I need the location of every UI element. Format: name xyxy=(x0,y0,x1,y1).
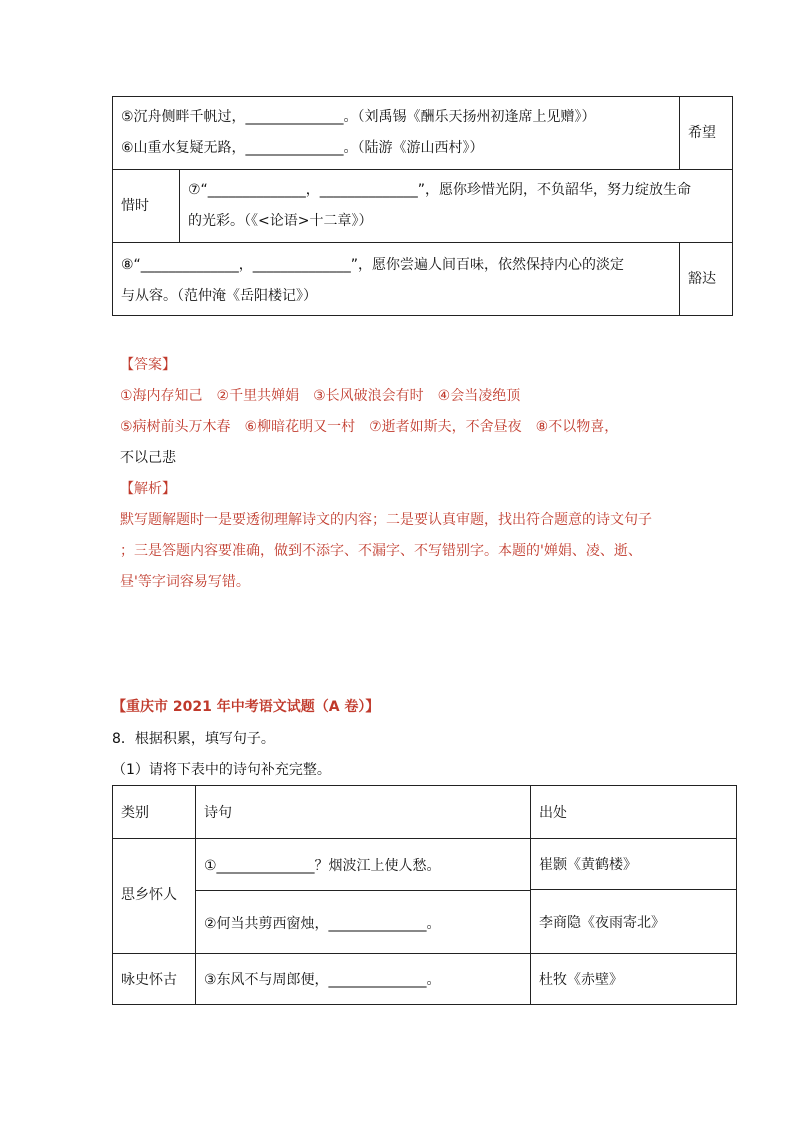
source-1: 崔颢《黄鹤楼》 xyxy=(539,857,637,873)
row1-main-cell xyxy=(112,96,680,170)
row1-tag-cell xyxy=(679,96,733,170)
header-category: 类别 xyxy=(121,805,149,821)
row2-line2: 的光彩。（《<论语>十二章》） xyxy=(188,213,373,229)
answer-line1: ①海内存知己 ②千里共婵娟 ③长风破浪会有时 ④会当凌绝顶 xyxy=(120,388,521,404)
row2-tag: 惜时 xyxy=(121,198,149,214)
row3-main-cell xyxy=(112,242,680,316)
row2-tag-cell xyxy=(112,169,180,243)
answer-heading: 【答案】 xyxy=(120,357,176,373)
analysis-heading: 【解析】 xyxy=(120,481,176,497)
row2-main-cell xyxy=(179,169,733,243)
question-8-1: （1）请将下表中的诗句补充完整。 xyxy=(112,762,331,778)
answer-line2: ⑤病树前头万木春 ⑥柳暗花明又一村 ⑦逝者如斯夫，不舍昼夜 ⑧不以物喜， xyxy=(120,419,619,435)
analysis-line3: 昼'等字词容易写错。 xyxy=(120,574,250,590)
header-verse: 诗句 xyxy=(204,805,232,821)
row1-line2: ⑥山重水复疑无路，______________。（陆游《游山西村》） xyxy=(121,140,484,156)
row3-tag: 豁达 xyxy=(688,271,716,287)
group1-verse-cell xyxy=(195,838,531,954)
verse-1: ①______________？烟波江上使人愁。 xyxy=(204,858,441,874)
group1-label: 思乡怀人 xyxy=(121,887,177,903)
source-2-cell xyxy=(530,889,737,954)
verse-3: ③东风不与周郎便，______________。 xyxy=(204,972,441,988)
source-3: 杜牧《赤壁》 xyxy=(539,972,623,988)
verse-divider xyxy=(196,890,530,891)
header-source-cell xyxy=(530,785,737,839)
question-8: 8．根据积累，填写句子。 xyxy=(112,731,275,747)
source-1-cell xyxy=(530,838,737,890)
group2-label: 咏史怀古 xyxy=(121,972,177,988)
row1-tag: 希望 xyxy=(688,125,716,141)
analysis-line2: ；三是答题内容要准确，做到不添字、不漏字、不写错别字。本题的'婵娟、凌、逝、 xyxy=(120,543,642,559)
row1-line1: ⑤沉舟侧畔千帆过，______________。（刘禹锡《酬乐天扬州初逢席上见赠》） xyxy=(121,109,596,125)
row3-line2: 与从容。（范仲淹《岳阳楼记》） xyxy=(121,288,317,304)
section-title: 【重庆市 2021 年中考语文试题（A 卷）】 xyxy=(112,699,380,715)
header-verse-cell xyxy=(195,785,531,839)
row3-tag-cell xyxy=(679,242,733,316)
source-2: 李商隐《夜雨寄北》 xyxy=(539,915,665,931)
verse-3-cell xyxy=(195,953,531,1005)
analysis-line1: 默写题解题时一是要透彻理解诗文的内容；二是要认真审题，找出符合题意的诗文句子 xyxy=(120,512,652,528)
verse-2: ②何当共剪西窗烛，______________。 xyxy=(204,916,441,932)
row2-line1: ⑦“______________，______________”，愿你珍惜光阴，不负韶华，努力绽放生命 xyxy=(188,182,692,198)
header-source: 出处 xyxy=(539,805,567,821)
row3-line1: ⑧“______________，______________”，愿你尝遍人间百味，依然保持内心的淡定 xyxy=(121,257,625,273)
answer-line3: 不以己悲 xyxy=(120,450,176,466)
header-category-cell xyxy=(112,785,196,839)
group1-cell xyxy=(112,838,196,954)
group2-cell xyxy=(112,953,196,1005)
source-3-cell xyxy=(530,953,737,1005)
